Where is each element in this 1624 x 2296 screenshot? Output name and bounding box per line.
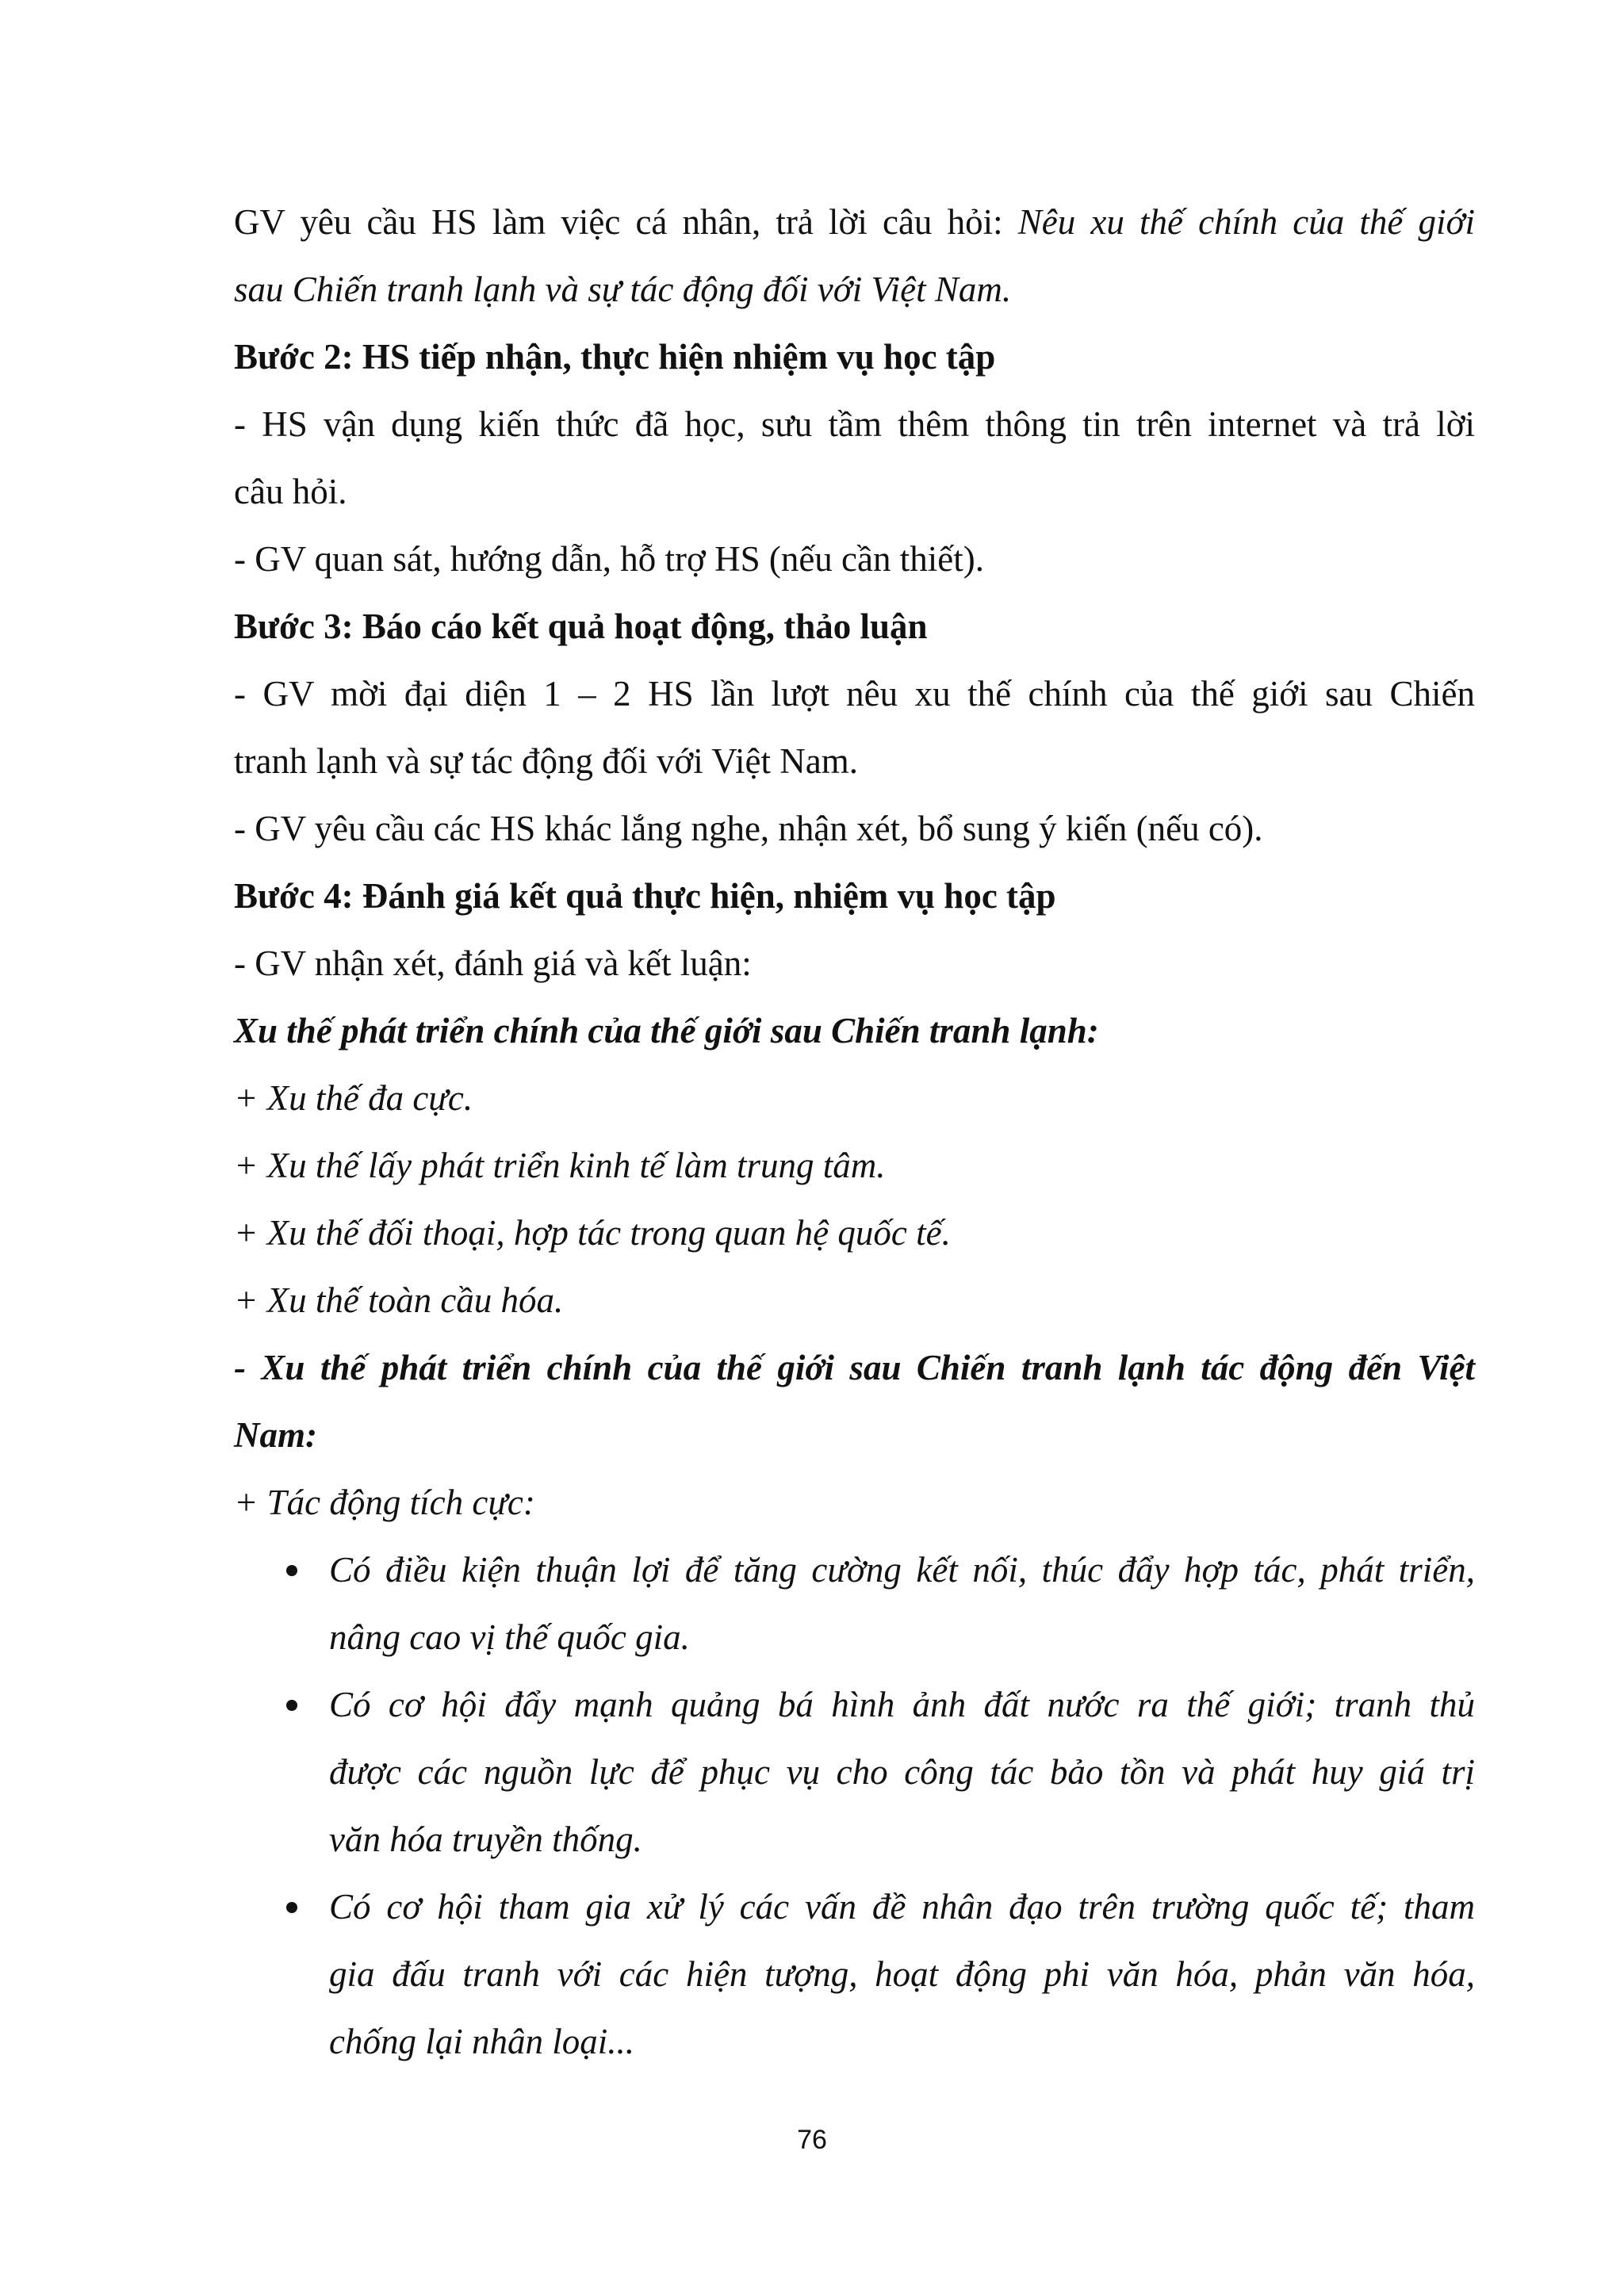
bullet-item-3-line3: chống lại nhân loại... (329, 2022, 634, 2061)
positive-impact-heading: + Tác động tích cực: (234, 1483, 535, 1522)
intro-question: Nêu xu thế chính của thế giới (1017, 202, 1475, 242)
page-number: 76 (797, 2125, 827, 2155)
bullet-item-2-line1: Có cơ hội đẩy mạnh quảng bá hình ảnh đất nước ra thế giới; tranh thủ (234, 1671, 1475, 1739)
step2-item1-line1: - HS vận dụng kiến thức đã học, sưu tầm thêm thông tin trên internet và trả lời (234, 404, 1475, 444)
step3-item2: - GV yêu cầu các HS khác lắng nghe, nhận xét, bổ sung ý kiến (nếu có). (234, 809, 1263, 848)
step4-item1: - GV nhận xét, đánh giá và kết luận: (234, 943, 752, 983)
step3-item1-line2: tranh lạnh và sự tác động đối với Việt Nam. (234, 741, 858, 781)
step3-heading: Bước 3: Báo cáo kết quả hoạt động, thảo luận (234, 607, 928, 646)
bullet-item-1-line2: nâng cao vị thế quốc gia. (329, 1617, 690, 1657)
bullet-dot (286, 1700, 297, 1711)
bullet-dot (286, 1565, 297, 1576)
step4-heading: Bước 4: Đánh giá kết quả thực hiện, nhiệm vụ học tập (234, 876, 1056, 916)
step2-item2: - GV quan sát, hướng dẫn, hỗ trợ HS (nếu cần thiết). (234, 539, 984, 579)
trends-heading: Xu thế phát triển chính của thế giới sau Chiến tranh lạnh: (234, 1011, 1099, 1050)
intro-line-1 (234, 189, 1475, 256)
trend-item-3: + Xu thế đối thoại, hợp tác trong quan hệ quốc tế. (234, 1213, 951, 1253)
step2-item1-line2: câu hỏi. (234, 472, 347, 511)
intro-line-2: sau Chiến tranh lạnh và sự tác động đối với Việt Nam. (234, 270, 1012, 309)
trend-item-1: + Xu thế đa cực. (234, 1078, 473, 1118)
bullet-item-2-line3: văn hóa truyền thống. (329, 1820, 642, 1859)
bullet-item-2-line2: được các nguồn lực để phục vụ cho công tác bảo tồn và phát huy giá trị (329, 1752, 1475, 1792)
document-page (234, 189, 1475, 2076)
step3-item1-line1: - GV mời đại diện 1 – 2 HS lần lượt nêu xu thế chính của thế giới sau Chiến (234, 674, 1475, 714)
bullet-item-1-line1: Có điều kiện thuận lợi để tăng cường kết nối, thúc đẩy hợp tác, phát triển, (234, 1536, 1475, 1604)
trend-item-2: + Xu thế lấy phát triển kinh tế làm trung tâm. (234, 1146, 886, 1185)
step2-heading: Bước 2: HS tiếp nhận, thực hiện nhiệm vụ học tập (234, 337, 996, 377)
intro-text: GV yêu cầu HS làm việc cá nhân, trả lời câu hỏi: (234, 202, 1018, 242)
trend-item-4: + Xu thế toàn cầu hóa. (234, 1280, 564, 1320)
bullet-dot (286, 1902, 297, 1913)
impact-heading-line2: Nam: (234, 1415, 317, 1455)
bullet-item-3-line1: Có cơ hội tham gia xử lý các vấn đề nhân đạo trên trường quốc tế; tham (234, 1873, 1475, 1941)
bullet-item-3-line2: gia đấu tranh với các hiện tượng, hoạt động phi văn hóa, phản văn hóa, (329, 1954, 1475, 1994)
impact-heading-line1: - Xu thế phát triển chính của thế giới sau Chiến tranh lạnh tác động đến Việt (234, 1348, 1475, 1387)
